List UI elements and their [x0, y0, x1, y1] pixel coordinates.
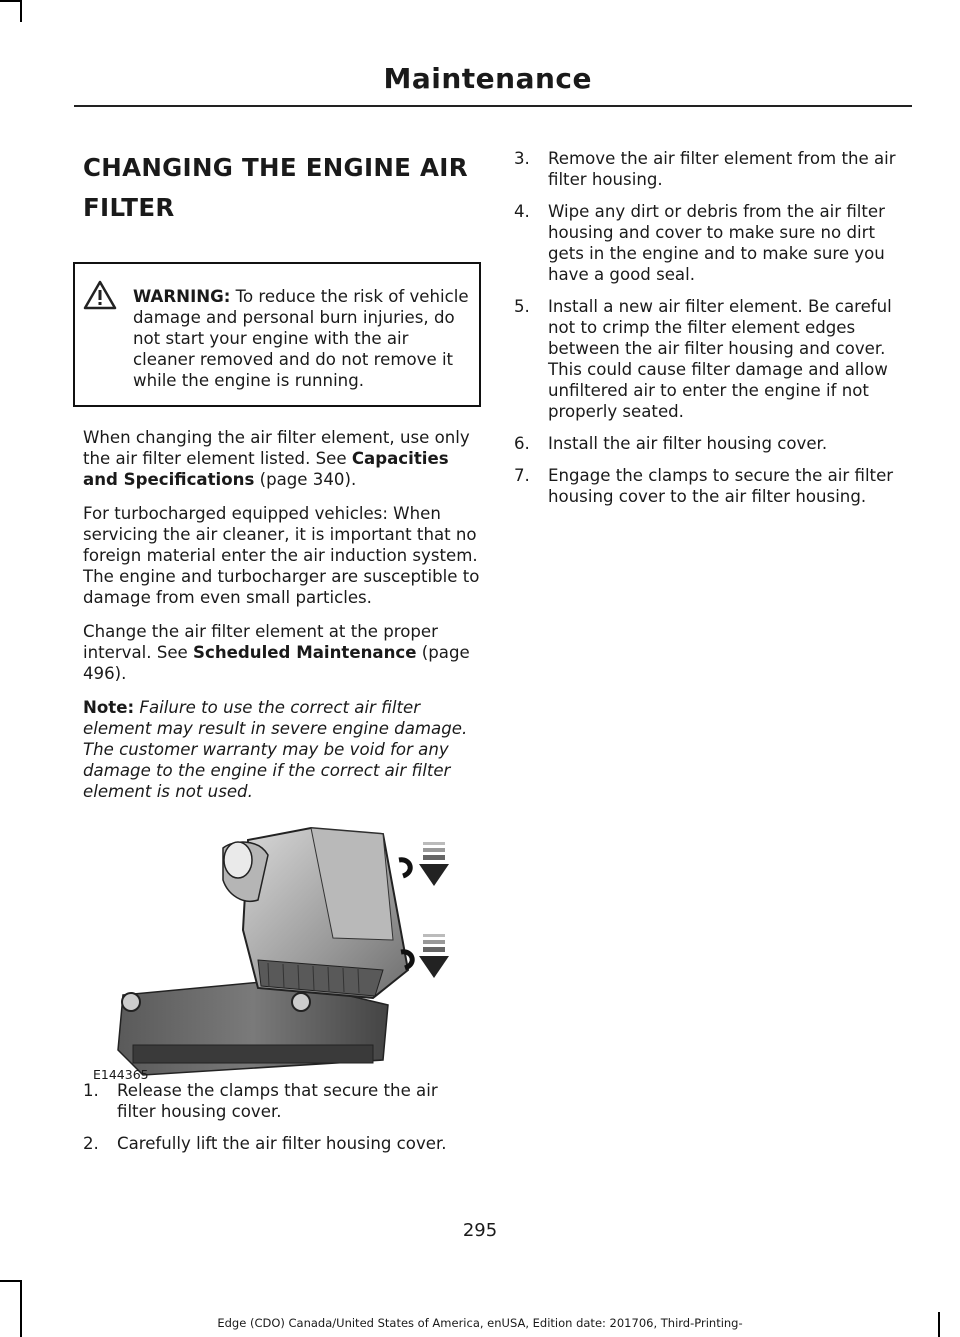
crop-mark: [20, 0, 22, 22]
warning-label: WARNING:: [133, 287, 231, 306]
step-number: 1.: [83, 1081, 99, 1100]
step-item: [514, 465, 912, 507]
right-column: [514, 148, 912, 518]
left-column: [83, 148, 481, 1165]
warning-icon: [83, 280, 117, 310]
paragraph-text: Change the air filter element at the proper interval. See: [83, 622, 438, 662]
step-item: [514, 296, 912, 422]
scheduled-maintenance-link[interactable]: Scheduled Maintenance: [193, 643, 417, 662]
step-text: Carefully lift the air filter housing cover.: [117, 1134, 447, 1153]
step-text: Release the clamps that secure the air filter housing cover.: [117, 1081, 438, 1121]
step-text: Engage the clamps to secure the air filter housing cover to the air filter housing.: [548, 466, 894, 506]
section-title: CHANGING THE ENGINE AIR FILTER: [83, 153, 468, 222]
paragraph-text: When changing the air filter element, use only the air filter element listed. See: [83, 428, 470, 468]
air-filter-housing-illustration: [83, 820, 481, 1080]
step-text: Remove the air filter element from the air filter housing.: [548, 149, 896, 189]
step-number: 3.: [514, 149, 530, 168]
paragraph-turbocharged: For turbocharged equipped vehicles: When servicing the air cleaner, it is important that no foreign material enter the air induction system. The engine and turbocharger are susceptible to damage from even small particles.: [83, 504, 480, 607]
steps-list-right: [514, 148, 912, 507]
footer-edition-info: Edge (CDO) Canada/United States of America, enUSA, Edition date: 201706, Third-Printing-: [217, 1316, 743, 1330]
step-item: [83, 1080, 481, 1122]
step-item: [514, 148, 912, 190]
step-text: Wipe any dirt or debris from the air filter housing and cover to make sure no dirt gets in the engine and to make sure you have a good seal.: [548, 202, 885, 284]
warning-text: [83, 286, 471, 391]
step-item: [514, 433, 912, 454]
paragraph-filter-element: [83, 427, 481, 490]
step-number: 5.: [514, 297, 530, 316]
step-item: [514, 201, 912, 285]
air-filter-figure: [83, 820, 481, 1080]
crop-mark: [0, 0, 22, 2]
page-reference: (page 496).: [83, 643, 470, 683]
note-text: Failure to use the correct air filter element may result in severe engine damage. The customer warranty may be void for any damage to the engine if the correct air filter element is not used.: [83, 698, 468, 801]
steps-list-left: [83, 1080, 481, 1154]
paragraph-interval: [83, 621, 481, 684]
step-number: 7.: [514, 466, 530, 485]
step-item: [83, 1133, 481, 1154]
warning-body: To reduce the risk of vehicle damage and personal burn injuries, do not start your engine with the air cleaner removed and do not remove it while the engine is running.: [133, 287, 469, 390]
page-reference: (page 340).: [254, 470, 357, 489]
step-number: 2.: [83, 1134, 99, 1153]
step-text: Install a new air filter element. Be careful not to crimp the filter element edges between the air filter housing and cover. This could cause filter damage and allow unfiltered air to enter the engine if not properly seated.: [548, 297, 892, 421]
step-number: 4.: [514, 202, 530, 221]
step-text: Install the air filter housing cover.: [548, 434, 828, 453]
note-paragraph: [83, 697, 481, 802]
page-number: 295: [462, 1220, 498, 1241]
figure-code: E144365: [93, 1067, 149, 1082]
step-number: 6.: [514, 434, 530, 453]
header-rule: [74, 105, 912, 107]
warning-box: [73, 262, 481, 407]
page-header-title: Maintenance: [383, 62, 592, 95]
crop-mark: [0, 1280, 22, 1282]
note-label: Note:: [83, 698, 135, 717]
down-arrow-icon: [419, 842, 449, 886]
down-arrow-icon: [419, 934, 449, 978]
capacities-link[interactable]: Capacities and Specifications: [83, 449, 449, 489]
